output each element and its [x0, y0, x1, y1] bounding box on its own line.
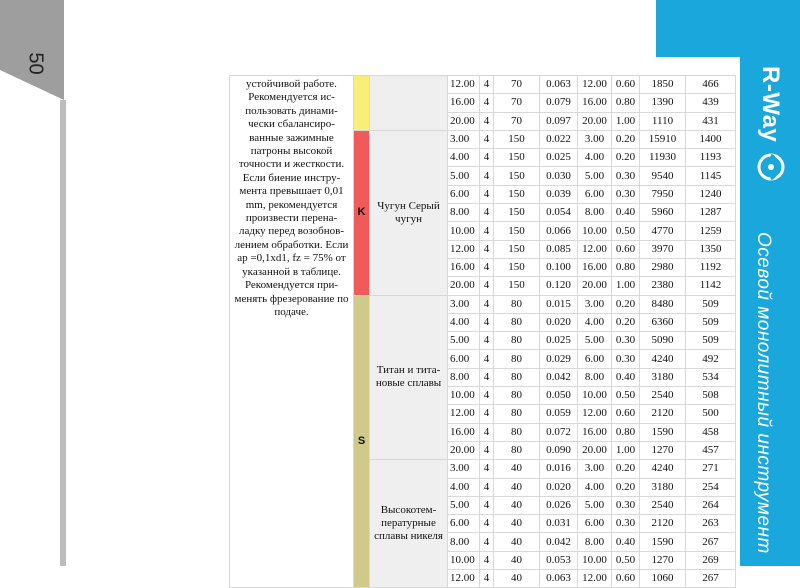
- usage-note: устойчивой работе. Рекомендуется ис-пользовать динами-чески сбалансиро-ванные зажимные патроны высокой точности и жесткости. Если биение инстру-мента превышает 0,01 mm, рекомендуется произвести перена-ладку перед возобнов-лением обработки. Если ap =0,1xd1, fz = 75% от указанной в таблице. Рекомендуется при-менять фрезерование по подаче.: [230, 76, 354, 588]
- table-cell: 0.40: [612, 533, 640, 551]
- table-cell: 1590: [640, 423, 686, 441]
- table-cell: 4.00: [578, 149, 612, 167]
- table-cell: 5.00: [448, 496, 480, 514]
- table-cell: 439: [686, 94, 736, 112]
- material-group-marker: S: [354, 295, 370, 588]
- table-cell: 80: [494, 387, 540, 405]
- table-cell: 40: [494, 533, 540, 551]
- table-cell: 0.066: [540, 222, 578, 240]
- table-cell: 0.20: [612, 460, 640, 478]
- table-cell: 1350: [686, 240, 736, 258]
- table-cell: 9540: [640, 167, 686, 185]
- table-cell: 5.00: [578, 332, 612, 350]
- table-cell: 0.020: [540, 478, 578, 496]
- table-cell: 12.00: [448, 405, 480, 423]
- brand-name: R-Way: [757, 66, 784, 143]
- table-cell: 4: [480, 515, 494, 533]
- table-cell: 150: [494, 222, 540, 240]
- table-cell: 4: [480, 478, 494, 496]
- table-cell: 40: [494, 515, 540, 533]
- table-cell: 0.054: [540, 204, 578, 222]
- table-row: [230, 76, 736, 94]
- material-name: Высокотем-пературные сплавы никеля: [370, 460, 448, 588]
- table-cell: 150: [494, 204, 540, 222]
- table-cell: 4: [480, 368, 494, 386]
- table-cell: 1270: [640, 441, 686, 459]
- table-cell: 6.00: [448, 185, 480, 203]
- table-cell: 3.00: [578, 295, 612, 313]
- table-cell: 12.00: [578, 405, 612, 423]
- table-cell: 0.80: [612, 258, 640, 276]
- table-cell: 3180: [640, 368, 686, 386]
- table-cell: 150: [494, 277, 540, 295]
- table-cell: 0.063: [540, 570, 578, 588]
- table-cell: 1193: [686, 149, 736, 167]
- table-cell: 3.00: [448, 130, 480, 148]
- table-cell: 4: [480, 240, 494, 258]
- table-cell: 0.039: [540, 185, 578, 203]
- table-cell: 1192: [686, 258, 736, 276]
- table-cell: 263: [686, 515, 736, 533]
- brand-swirl-icon: [756, 152, 786, 182]
- table-cell: 40: [494, 460, 540, 478]
- table-cell: 70: [494, 76, 540, 94]
- table-cell: 267: [686, 533, 736, 551]
- table-cell: 20.00: [448, 112, 480, 130]
- table-cell: 40: [494, 551, 540, 569]
- table-cell: 4: [480, 387, 494, 405]
- table-cell: 431: [686, 112, 736, 130]
- table-cell: 4: [480, 130, 494, 148]
- table-cell: 1145: [686, 167, 736, 185]
- table-cell: 0.20: [612, 295, 640, 313]
- table-cell: 4: [480, 496, 494, 514]
- table-cell: 1.00: [612, 277, 640, 295]
- table-cell: 6.00: [448, 350, 480, 368]
- table-cell: 3970: [640, 240, 686, 258]
- table-cell: 16.00: [578, 423, 612, 441]
- table-cell: 4: [480, 185, 494, 203]
- table-cell: 1590: [640, 533, 686, 551]
- table-cell: 70: [494, 94, 540, 112]
- table-cell: 0.60: [612, 405, 640, 423]
- table-cell: 0.042: [540, 533, 578, 551]
- cutting-data-table: [229, 75, 736, 588]
- table-cell: 5.00: [448, 167, 480, 185]
- table-cell: 11930: [640, 149, 686, 167]
- table-cell: 0.50: [612, 222, 640, 240]
- table-cell: 6.00: [578, 350, 612, 368]
- table-cell: 7950: [640, 185, 686, 203]
- table-cell: 16.00: [448, 423, 480, 441]
- table-cell: 20.00: [578, 112, 612, 130]
- table-cell: 0.059: [540, 405, 578, 423]
- table-cell: 0.20: [612, 313, 640, 331]
- table-cell: 0.20: [612, 149, 640, 167]
- table-cell: 16.00: [578, 94, 612, 112]
- table-cell: 40: [494, 570, 540, 588]
- table-cell: 4.00: [578, 478, 612, 496]
- table-cell: 40: [494, 496, 540, 514]
- left-page-tab: [0, 0, 64, 566]
- table-cell: 1.00: [612, 441, 640, 459]
- table-cell: 267: [686, 570, 736, 588]
- table-cell: 0.090: [540, 441, 578, 459]
- table-cell: 80: [494, 295, 540, 313]
- table-cell: 3.00: [578, 130, 612, 148]
- table-cell: 4.00: [448, 149, 480, 167]
- table-cell: 80: [494, 350, 540, 368]
- table-cell: 4240: [640, 460, 686, 478]
- table-cell: 16.00: [448, 94, 480, 112]
- table-cell: 80: [494, 313, 540, 331]
- table-cell: 492: [686, 350, 736, 368]
- table-cell: 0.015: [540, 295, 578, 313]
- brand-subtitle: Осевой монолитный инструмент: [753, 232, 774, 554]
- table-cell: 1060: [640, 570, 686, 588]
- table-cell: 2540: [640, 387, 686, 405]
- table-cell: 1850: [640, 76, 686, 94]
- material-name: [370, 76, 448, 131]
- table-cell: 0.079: [540, 94, 578, 112]
- table-cell: 10.00: [448, 551, 480, 569]
- table-cell: 0.20: [612, 478, 640, 496]
- material-name: Чугун Серый чугун: [370, 130, 448, 295]
- table-cell: 508: [686, 387, 736, 405]
- table-cell: 0.50: [612, 551, 640, 569]
- table-cell: 271: [686, 460, 736, 478]
- table-cell: 20.00: [448, 277, 480, 295]
- table-cell: 0.60: [612, 570, 640, 588]
- table-cell: 150: [494, 167, 540, 185]
- table-cell: 5.00: [448, 332, 480, 350]
- table-cell: 0.50: [612, 387, 640, 405]
- table-cell: 4: [480, 405, 494, 423]
- table-cell: 0.030: [540, 167, 578, 185]
- table-cell: 0.80: [612, 94, 640, 112]
- table-cell: 0.80: [612, 423, 640, 441]
- table-cell: 16.00: [578, 258, 612, 276]
- table-cell: 4: [480, 460, 494, 478]
- table-cell: 12.00: [578, 76, 612, 94]
- table-cell: 0.025: [540, 332, 578, 350]
- table-cell: 4: [480, 332, 494, 350]
- table-cell: 458: [686, 423, 736, 441]
- table-cell: 0.020: [540, 313, 578, 331]
- table-cell: 0.053: [540, 551, 578, 569]
- table-cell: 3.00: [448, 460, 480, 478]
- table-cell: 4: [480, 441, 494, 459]
- table-cell: 4: [480, 313, 494, 331]
- table-cell: 466: [686, 76, 736, 94]
- table-cell: 4: [480, 570, 494, 588]
- table-cell: 80: [494, 405, 540, 423]
- table-cell: 4: [480, 94, 494, 112]
- table-cell: 0.031: [540, 515, 578, 533]
- material-group-marker: [354, 76, 370, 131]
- page-edge-strip: [60, 100, 66, 566]
- table-cell: 8480: [640, 295, 686, 313]
- page-tab-shape: [0, 0, 64, 100]
- table-cell: 40: [494, 478, 540, 496]
- table-cell: 0.026: [540, 496, 578, 514]
- table-cell: 1240: [686, 185, 736, 203]
- table-cell: 20.00: [448, 441, 480, 459]
- table-cell: 0.100: [540, 258, 578, 276]
- table-cell: 80: [494, 441, 540, 459]
- table-cell: 150: [494, 258, 540, 276]
- table-cell: 5.00: [578, 167, 612, 185]
- table-cell: 0.097: [540, 112, 578, 130]
- material-name: Титан и тита-новые сплавы: [370, 295, 448, 460]
- table-cell: 4240: [640, 350, 686, 368]
- table-cell: 4770: [640, 222, 686, 240]
- table-cell: 4.00: [448, 478, 480, 496]
- table-cell: 10.00: [448, 387, 480, 405]
- table-cell: 70: [494, 112, 540, 130]
- table-cell: 0.016: [540, 460, 578, 478]
- table-cell: 4.00: [448, 313, 480, 331]
- table-cell: 0.40: [612, 368, 640, 386]
- brand-logo-block: [746, 66, 796, 186]
- table-cell: 1287: [686, 204, 736, 222]
- table-cell: 0.072: [540, 423, 578, 441]
- table-cell: 12.00: [448, 76, 480, 94]
- table-cell: 5.00: [578, 496, 612, 514]
- table-cell: 4: [480, 167, 494, 185]
- table-cell: 4.00: [578, 313, 612, 331]
- table-cell: 8.00: [448, 368, 480, 386]
- table-cell: 12.00: [448, 240, 480, 258]
- table-cell: 0.029: [540, 350, 578, 368]
- table-cell: 8.00: [578, 204, 612, 222]
- table-cell: 8.00: [448, 533, 480, 551]
- table-cell: 10.00: [578, 551, 612, 569]
- table-cell: 3180: [640, 478, 686, 496]
- table-cell: 6360: [640, 313, 686, 331]
- table-cell: 0.30: [612, 167, 640, 185]
- table-cell: 4: [480, 533, 494, 551]
- table-cell: 2380: [640, 277, 686, 295]
- table-cell: 2120: [640, 515, 686, 533]
- table-cell: 0.042: [540, 368, 578, 386]
- table-cell: 1259: [686, 222, 736, 240]
- table-cell: 20.00: [578, 441, 612, 459]
- table-cell: 80: [494, 332, 540, 350]
- table-cell: 269: [686, 551, 736, 569]
- table-cell: 3.00: [578, 460, 612, 478]
- table-cell: 4: [480, 258, 494, 276]
- table-cell: 2540: [640, 496, 686, 514]
- table-cell: 2980: [640, 258, 686, 276]
- table-cell: 254: [686, 478, 736, 496]
- table-cell: 4: [480, 277, 494, 295]
- table-cell: 4: [480, 149, 494, 167]
- table-cell: 8.00: [578, 368, 612, 386]
- table-cell: 16.00: [448, 258, 480, 276]
- table-cell: 12.00: [578, 240, 612, 258]
- table-cell: 15910: [640, 130, 686, 148]
- material-group-marker: K: [354, 130, 370, 295]
- table-cell: 4: [480, 204, 494, 222]
- table-cell: 1270: [640, 551, 686, 569]
- table-cell: 2120: [640, 405, 686, 423]
- table-cell: 8.00: [578, 533, 612, 551]
- table-cell: 8.00: [448, 204, 480, 222]
- table-cell: 10.00: [578, 387, 612, 405]
- table-cell: 3.00: [448, 295, 480, 313]
- table-cell: 150: [494, 240, 540, 258]
- page-number: 50: [24, 52, 47, 75]
- table-cell: 4: [480, 350, 494, 368]
- table-cell: 6.00: [578, 185, 612, 203]
- table-cell: 6.00: [448, 515, 480, 533]
- table-cell: 0.30: [612, 332, 640, 350]
- table-cell: 0.085: [540, 240, 578, 258]
- table-cell: 1400: [686, 130, 736, 148]
- table-cell: 80: [494, 368, 540, 386]
- table-cell: 0.30: [612, 350, 640, 368]
- table-cell: 10.00: [578, 222, 612, 240]
- table-cell: 80: [494, 423, 540, 441]
- table-cell: 4: [480, 295, 494, 313]
- table-cell: 1110: [640, 112, 686, 130]
- table-cell: 0.30: [612, 515, 640, 533]
- table-cell: 4: [480, 423, 494, 441]
- table-cell: 150: [494, 130, 540, 148]
- table-cell: 150: [494, 185, 540, 203]
- table-cell: 5090: [640, 332, 686, 350]
- table-cell: 150: [494, 149, 540, 167]
- table-cell: 509: [686, 332, 736, 350]
- table-cell: 509: [686, 313, 736, 331]
- table-cell: 0.063: [540, 76, 578, 94]
- table-cell: 1390: [640, 94, 686, 112]
- table-cell: 4: [480, 76, 494, 94]
- table-cell: 4: [480, 551, 494, 569]
- table-cell: 457: [686, 441, 736, 459]
- table-cell: 0.20: [612, 130, 640, 148]
- table-cell: 0.120: [540, 277, 578, 295]
- table-cell: 0.60: [612, 240, 640, 258]
- table-cell: 0.022: [540, 130, 578, 148]
- table-cell: 5960: [640, 204, 686, 222]
- table-cell: 4: [480, 222, 494, 240]
- table-cell: 12.00: [578, 570, 612, 588]
- table-cell: 0.30: [612, 496, 640, 514]
- table-cell: 0.60: [612, 76, 640, 94]
- table-cell: 0.050: [540, 387, 578, 405]
- table-cell: 12.00: [448, 570, 480, 588]
- table-cell: 0.025: [540, 149, 578, 167]
- table-cell: 500: [686, 405, 736, 423]
- table-cell: 1.00: [612, 112, 640, 130]
- table-cell: 6.00: [578, 515, 612, 533]
- table-cell: 20.00: [578, 277, 612, 295]
- table-cell: 0.40: [612, 204, 640, 222]
- table-cell: 4: [480, 112, 494, 130]
- table-cell: 534: [686, 368, 736, 386]
- table-cell: 0.30: [612, 185, 640, 203]
- table-cell: 1142: [686, 277, 736, 295]
- table-cell: 10.00: [448, 222, 480, 240]
- table-cell: 509: [686, 295, 736, 313]
- table-cell: 264: [686, 496, 736, 514]
